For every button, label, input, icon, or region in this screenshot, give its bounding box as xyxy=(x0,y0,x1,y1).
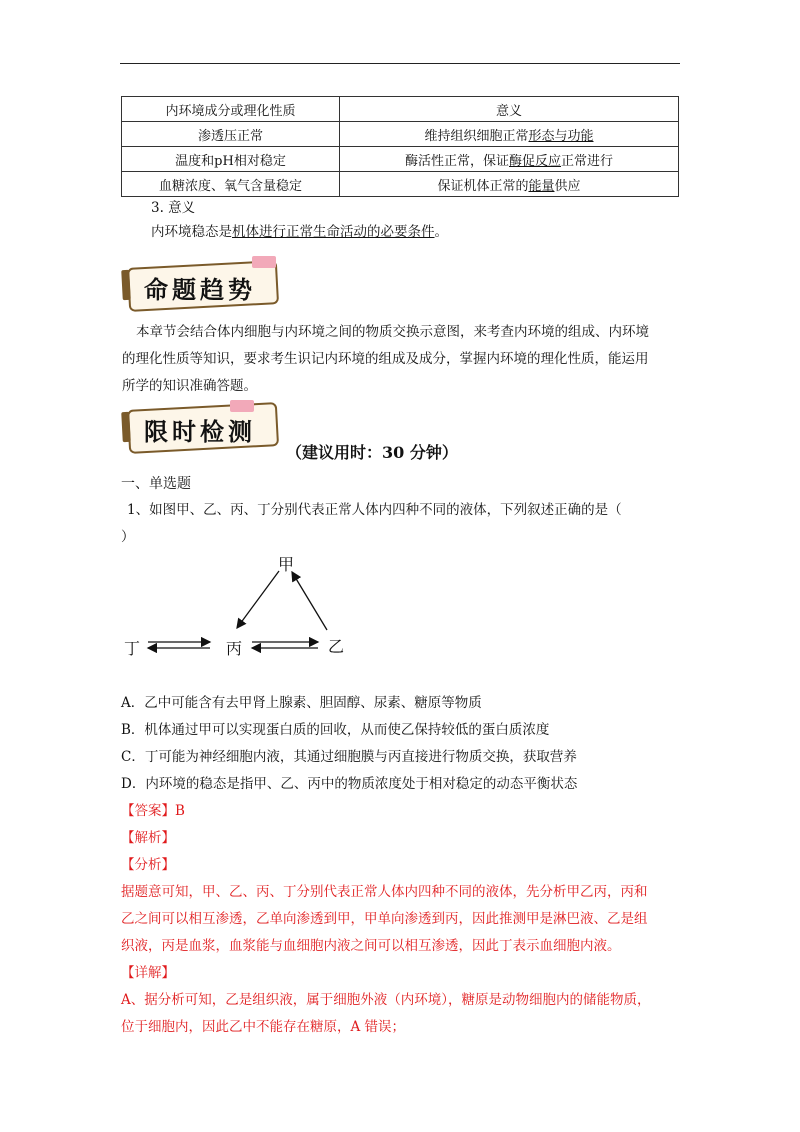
answer-section xyxy=(121,798,651,1041)
suggested-time: （建议用时：30 分钟） xyxy=(286,443,458,462)
fluid-diagram xyxy=(122,548,362,660)
label-bing: 丙 xyxy=(226,639,243,658)
table-cell: 温度和pH相对稳定 xyxy=(122,147,340,172)
option-d: D．内环境的稳态是指甲、乙、丙中的物质浓度处于相对稳定的动态平衡状态 xyxy=(121,776,578,792)
analysis-line: 据题意可知，甲、乙、丙、丁分别代表正常人体内四种不同的液体，先分析甲乙丙，丙和 xyxy=(121,884,648,900)
label-yi: 乙 xyxy=(328,637,345,656)
option-a: A．乙中可能含有去甲肾上腺素、胆固醇、尿素、糖原等物质 xyxy=(121,695,482,711)
table-cell: 渗透压正常 xyxy=(122,122,340,147)
analysis-line: 织液，丙是血浆，血浆能与血细胞内液之间可以相互渗透，因此丁表示血细胞内液。 xyxy=(121,938,621,954)
options-list xyxy=(121,690,577,798)
badge-tab xyxy=(121,270,131,300)
question-line: ） xyxy=(121,529,135,545)
table-row xyxy=(122,147,679,172)
arrow-jia-to-bing xyxy=(237,571,279,628)
fenxi-tag: 【分析】 xyxy=(121,857,175,873)
ribbon-icon xyxy=(252,256,276,268)
text-run: 内环境稳态是 xyxy=(151,224,232,240)
question-stem xyxy=(121,497,622,551)
table-cell xyxy=(340,122,679,147)
section-badge-trend xyxy=(118,256,290,310)
cell-text: 维持组织细胞正常 xyxy=(424,128,529,144)
table-cell xyxy=(340,147,679,172)
detail-line: 位于细胞内，因此乙中不能存在糖原，A 错误； xyxy=(121,1019,406,1035)
arrow-yi-to-jia xyxy=(292,572,327,630)
ribbon-icon xyxy=(230,400,254,412)
label-ding: 丁 xyxy=(124,639,141,658)
answer-tag: 【答案】B xyxy=(121,803,185,819)
option-b: B．机体通过甲可以实现蛋白质的回收，从而使乙保持较低的蛋白质浓度 xyxy=(121,722,550,738)
trend-paragraph xyxy=(122,319,682,400)
underlined-term: 能量 xyxy=(528,178,555,194)
jiexi-tag: 【解析】 xyxy=(121,830,175,846)
xiangjie-tag: 【详解】 xyxy=(121,965,175,981)
cell-text: 保证机体正常的 xyxy=(437,178,529,194)
badge-title: 命题趋势 xyxy=(144,275,256,304)
cell-text: 供应 xyxy=(554,178,581,194)
table-cell xyxy=(340,172,679,197)
section-text xyxy=(151,222,448,242)
table-row xyxy=(122,122,679,147)
badge-tab xyxy=(121,412,131,442)
underlined-term: 机体进行正常生命活动的必要条件 xyxy=(232,224,435,240)
table-cell: 血糖浓度、氧气含量稳定 xyxy=(122,172,340,197)
badge-title: 限时检测 xyxy=(144,417,256,446)
underlined-term: 酶促反应 xyxy=(508,153,561,169)
paragraph-line: 本章节会结合体内细胞与内环境之间的物质交换示意图，来考查内环境的组成、内环境 xyxy=(136,324,649,340)
cell-text: 酶活性正常，保证 xyxy=(404,153,509,169)
option-c: C．丁可能为神经细胞内液，其通过细胞膜与丙直接进行物质交换，获取营养 xyxy=(121,749,577,765)
section-badge-test xyxy=(118,398,290,452)
meaning-table xyxy=(121,96,679,197)
analysis-line: 乙之间可以相互渗透，乙单向渗透到甲，甲单向渗透到丙，因此推测甲是淋巴液、乙是组 xyxy=(121,911,648,927)
cell-text: 正常进行 xyxy=(561,153,614,169)
text-run: 。 xyxy=(434,224,448,240)
table-header-cell: 内环境成分或理化性质 xyxy=(122,97,340,122)
paragraph-line: 的理化性质等知识，要求考生识记内环境的组成及成分，掌握内环境的理化性质，能运用 xyxy=(122,351,649,367)
table-header-row xyxy=(122,97,679,122)
table-row xyxy=(122,172,679,197)
detail-line: A、据分析可知，乙是组织液，属于细胞外液（内环境），糖原是动物细胞内的储能物质， xyxy=(121,992,651,1008)
question-line: 1、如图甲、乙、丙、丁分别代表正常人体内四种不同的液体，下列叙述正确的是（ xyxy=(127,502,622,518)
section-heading: 3. 意义 xyxy=(151,200,196,216)
header-rule xyxy=(120,63,680,64)
label-jia: 甲 xyxy=(278,555,295,574)
part-heading: 一、单选题 xyxy=(121,476,191,492)
paragraph-line: 所学的知识准确答题。 xyxy=(122,378,257,394)
underlined-term: 形态与功能 xyxy=(528,128,594,144)
table-header-cell: 意义 xyxy=(340,97,679,122)
